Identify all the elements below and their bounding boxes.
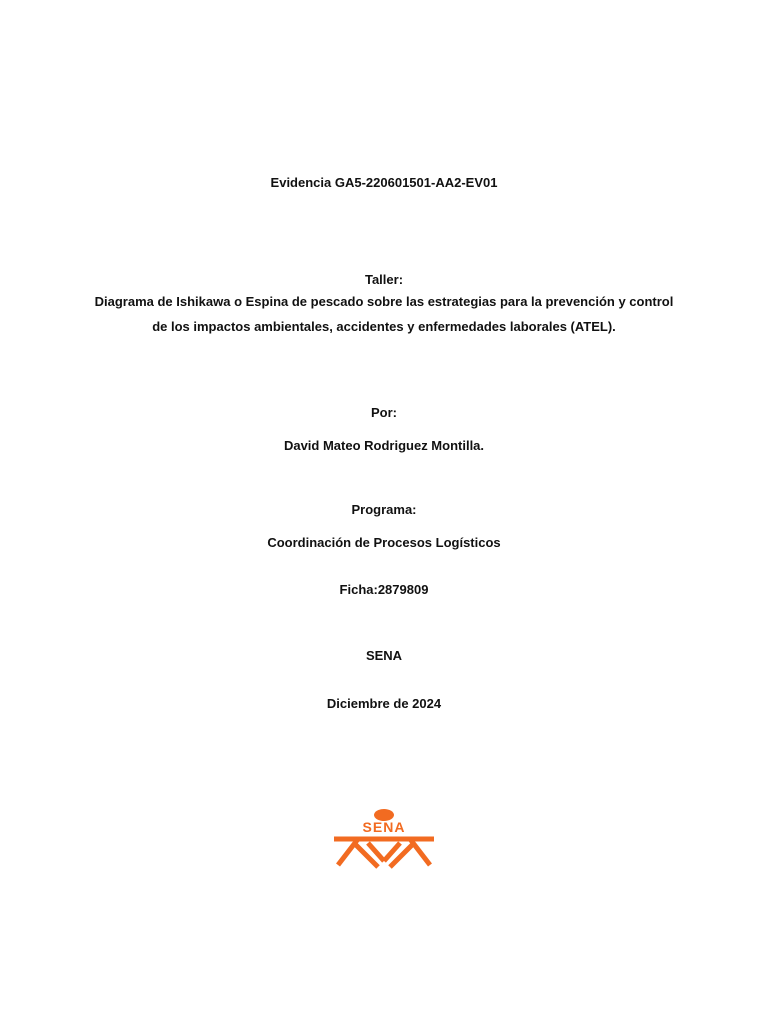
evidence-code: Evidencia GA5-220601501-AA2-EV01	[270, 175, 498, 190]
taller-label: Taller:	[364, 272, 404, 287]
author-name: David Mateo Rodriguez Montilla.	[283, 438, 485, 453]
ficha-number: Ficha:2879809	[339, 582, 429, 597]
title-line-2: de los impactos ambientales, accidentes y enfermedades laborales (ATEL).	[152, 319, 616, 334]
sena-logo-icon	[332, 805, 436, 869]
institution-name: SENA	[365, 648, 403, 663]
programa-label: Programa:	[351, 502, 417, 517]
por-label: Por:	[371, 405, 397, 420]
document-date: Diciembre de 2024	[326, 696, 442, 711]
svg-text:SENA: SENA	[362, 819, 406, 835]
title-line-1: Diagrama de Ishikawa o Espina de pescado sobre las estrategias para la prevención y control	[94, 294, 674, 309]
programa-value: Coordinación de Procesos Logísticos	[267, 535, 501, 550]
